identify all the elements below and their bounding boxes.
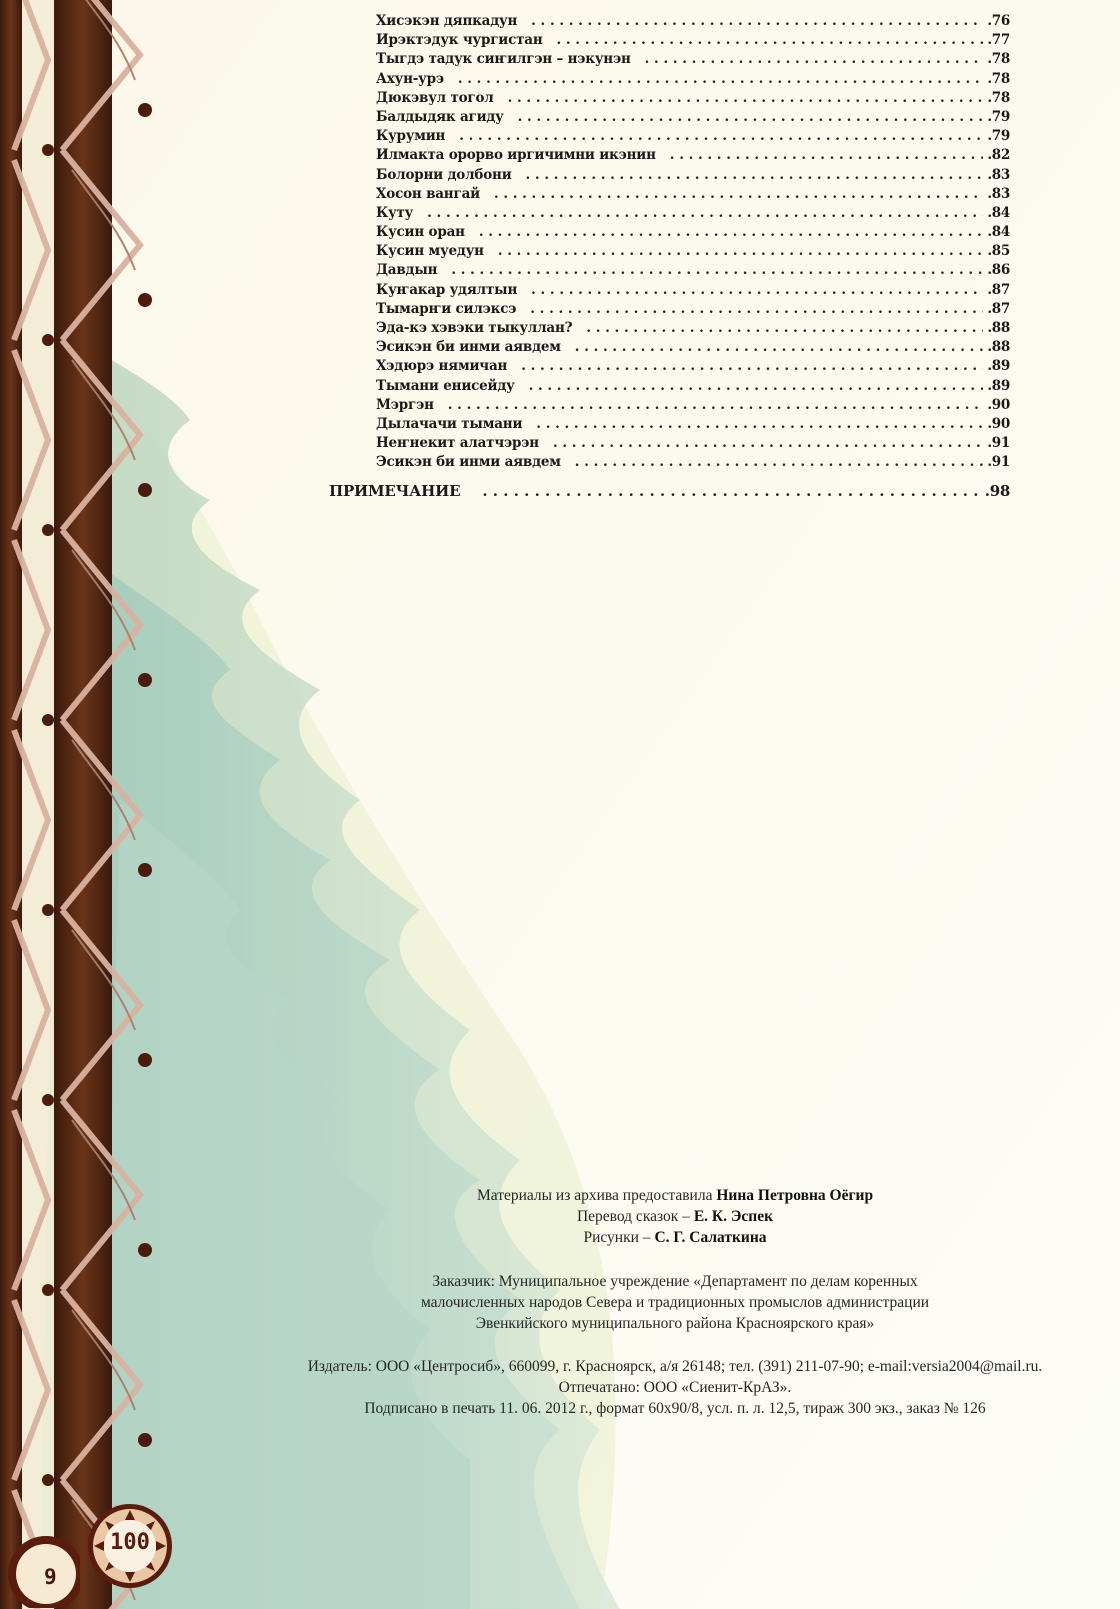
toc-entry-page: .87 [987, 300, 1010, 317]
toc-entry-page: .83 [987, 185, 1010, 202]
toc-entry-page: .98 [984, 482, 1010, 500]
page-number: 100 [110, 1530, 150, 1555]
toc-leader-dots [575, 453, 984, 472]
toc-entry-page: .90 [987, 415, 1010, 432]
toc-entry[interactable] [376, 223, 1010, 242]
translation-credit: Перевод сказок – Е. К. Эспек [576, 1208, 774, 1225]
toc-entry-title: Хэдюрэ нямичан [376, 358, 508, 375]
toc-leader-dots [518, 108, 984, 127]
toc-leader-dots [427, 204, 983, 223]
toc-entry-title: ПРИМЕЧАНИЕ [329, 482, 461, 500]
archive-credit: Материалы из архива предоставила Нина Петровна Оёгир [476, 1187, 874, 1204]
toc-entry-title: Дюкэвул тогол [376, 89, 494, 106]
toc-entry-title: Тымани енисейду [376, 377, 515, 394]
toc-entry-title: Эда-кэ хэвэки тыкуллан? [376, 320, 573, 336]
toc-leader-dots [645, 50, 984, 69]
customer-line: Заказчик: Муниципальное учреждение «Департамент по делам коренных [432, 1273, 918, 1290]
toc-entry-title: Ахун-урэ [376, 70, 444, 87]
toc-leader-dots [521, 357, 983, 376]
toc-entry[interactable] [376, 31, 1010, 50]
signed-line: Подписано в печать 11. 06. 2012 г., формат 60х90/8, усл. п. л. 12,5, тираж 300 экз., заказ № 126 [364, 1400, 986, 1417]
toc-leader-dots [526, 166, 984, 185]
toc-entry-page: .89 [987, 358, 1010, 375]
customer-block [240, 1271, 1110, 1334]
toc-entry-page: .78 [987, 51, 1010, 68]
toc-entry-title: Эсикэн би инми аявдем [376, 454, 561, 471]
toc-entry-title: Курумин [376, 128, 446, 145]
toc-entry-page: .87 [987, 281, 1010, 298]
toc-leader-dots [575, 338, 984, 357]
toc-entry[interactable] [376, 453, 1010, 472]
toc-leader-dots [536, 415, 983, 434]
toc-leader-dots [482, 482, 980, 500]
toc-entry-title: Болорни долбони [376, 166, 512, 183]
toc-entry[interactable] [376, 415, 1010, 434]
toc-entry-title: Балдыдяк агиду [376, 108, 504, 125]
toc-entry[interactable] [376, 242, 1010, 261]
toc-entry-page: .77 [987, 32, 1010, 49]
toc-leader-dots [508, 89, 984, 108]
toc-entry-title: Куту [376, 204, 414, 221]
toc-entry-title: Эсикэн би инми аявдем [376, 339, 561, 356]
toc-leader-dots [670, 146, 984, 165]
toc-entry-title: Кусин оран [376, 224, 465, 241]
toc-leader-dots [531, 281, 983, 300]
toc-entry-title: Хосон вангай [376, 185, 480, 202]
toc-entry-page: .86 [987, 262, 1010, 279]
toc-entry-page: .78 [987, 89, 1010, 106]
toc-entry-page: .85 [987, 243, 1010, 260]
toc-entry[interactable] [376, 127, 1010, 146]
toc-leader-dots [459, 127, 983, 146]
toc-entry-page: .88 [987, 320, 1010, 336]
toc-entry-page: .90 [987, 396, 1010, 413]
toc-entry[interactable] [376, 146, 1010, 165]
toc-entry-title: Тыгдэ тадук сиҥилгэн – нэкунэн [376, 51, 631, 68]
toc-entry-title: Ирэктэдук чургистан [376, 32, 543, 49]
toc-leader-dots [530, 300, 983, 319]
printed-line: Отпечатано: ООО «Сиенит-КрАЗ». [558, 1379, 792, 1396]
toc-entry[interactable] [376, 434, 1010, 453]
toc-entry[interactable] [376, 261, 1010, 280]
toc-leader-dots [557, 31, 984, 50]
toc-entry[interactable] [376, 204, 1010, 223]
toc-entry[interactable] [376, 281, 1010, 300]
toc-entry-page: .91 [987, 454, 1010, 471]
toc-entry[interactable] [376, 185, 1010, 204]
toc-entry[interactable] [376, 89, 1010, 108]
toc-entry-page: .88 [987, 339, 1010, 356]
toc-leader-dots [498, 242, 984, 261]
toc-entry-page: .89 [987, 377, 1010, 394]
toc-entry[interactable] [376, 396, 1010, 415]
toc-entry-page: .79 [987, 108, 1010, 125]
toc-entry[interactable] [376, 50, 1010, 69]
table-of-contents [376, 12, 1010, 473]
toc-leader-dots [586, 319, 983, 338]
toc-entry[interactable] [376, 377, 1010, 396]
toc-entry-page: .79 [987, 128, 1010, 145]
toc-entry-page: .84 [987, 204, 1010, 221]
toc-entry-title: Тымарҥи силэксэ [376, 300, 517, 317]
toc-leader-dots [553, 434, 983, 453]
credits-block [240, 1185, 1110, 1248]
toc-entry-page: .84 [987, 224, 1010, 241]
toc-entry-title: Илмакта орорво иргичимни икэнин [376, 147, 656, 164]
toc-entry-page: .91 [987, 435, 1010, 452]
toc-leader-dots [529, 377, 984, 396]
toc-leader-dots [458, 70, 984, 89]
toc-entry-page: .78 [987, 70, 1010, 87]
toc-entry[interactable] [376, 319, 1010, 338]
prev-page-badge [0, 1528, 80, 1608]
toc-notes-entry[interactable] [329, 482, 1010, 500]
toc-entry-page: .76 [987, 13, 1010, 29]
publisher-line: Издатель: ООО «Центросиб», 660099, г. Красноярск, а/я 26148; тел. (391) 211-07-90; e-mail:versia2004@mail.ru. [307, 1358, 1043, 1375]
toc-leader-dots [451, 261, 983, 280]
toc-entry[interactable] [376, 338, 1010, 357]
toc-entry[interactable] [376, 12, 1010, 31]
drawings-credit: Рисунки – С. Г. Салаткина [583, 1229, 767, 1246]
toc-entry-title: Кусин муедун [376, 243, 484, 260]
toc-leader-dots [479, 223, 984, 242]
toc-entry-title: Дылачачи тымани [376, 415, 523, 432]
toc-entry[interactable] [376, 70, 1010, 89]
toc-leader-dots [531, 12, 983, 31]
toc-entry-page: .83 [987, 166, 1010, 183]
customer-line: Эвенкийского муниципального района Красноярского края» [475, 1315, 875, 1332]
toc-entry-title: Мэргэн [376, 396, 434, 413]
toc-entry-page: .82 [987, 147, 1010, 164]
toc-entry[interactable] [376, 300, 1010, 319]
customer-line: малочисленных народов Севера и традиционных промыслов администрации [420, 1294, 930, 1311]
toc-entry[interactable] [376, 357, 1010, 376]
toc-leader-dots [494, 185, 983, 204]
toc-entry[interactable] [376, 108, 1010, 127]
toc-entry-title: Давдын [376, 262, 438, 279]
toc-entry-title: Неҥнекит алатчэрэн [376, 435, 539, 452]
toc-entry-title: Куҥакар удялтын [376, 281, 518, 298]
prev-page-number: 9 [44, 1565, 57, 1589]
toc-entry-title: Хисэкэн дяпкадун [376, 13, 518, 29]
toc-entry[interactable] [376, 166, 1010, 185]
toc-leader-dots [448, 396, 984, 415]
publisher-block [240, 1356, 1110, 1419]
